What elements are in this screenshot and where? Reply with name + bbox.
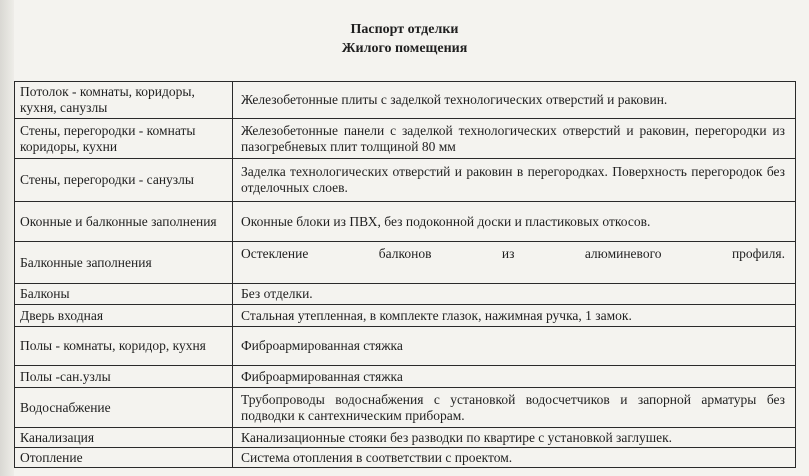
row-value: Стальная утепленная, в комплекте глазок, нажимная ручка, 1 замок. — [233, 305, 796, 327]
row-value: Оконные блоки из ПВХ, без подоконной доски и пластиковых откосов. — [233, 202, 796, 242]
table-row — [15, 305, 796, 327]
row-label: Полы - комнаты, коридор, кухня — [15, 327, 233, 366]
value-word: Остекление — [241, 246, 309, 261]
spread-text — [241, 246, 785, 262]
row-label: Дверь входная — [15, 305, 233, 327]
row-value: Система отопления в соответствии с проектом. — [233, 448, 796, 468]
row-label: Стены, перегородки - санузлы — [15, 159, 233, 202]
row-value — [233, 242, 796, 284]
row-value: Фиброармированная стяжка — [233, 327, 796, 366]
table-row — [15, 159, 796, 202]
row-value: Фиброармированная стяжка — [233, 366, 796, 388]
row-label: Отопление — [15, 448, 233, 468]
table-row — [15, 202, 796, 242]
row-value: Железобетонные панели с заделкой технологических отверстий и раковин, перегородки из пазогребневых плит толщиной 80 мм — [233, 119, 796, 159]
row-label: Канализация — [15, 428, 233, 448]
document-title: Паспорт отделки — [350, 22, 459, 37]
scan-edge-shadow — [0, 0, 14, 476]
row-value: Заделка технологических отверстий и раковин в перегородках. Поверхность перегородок без отделочных слоев. — [233, 159, 796, 202]
finishing-passport-table — [14, 81, 796, 468]
table-row — [15, 448, 796, 468]
row-label: Балконные заполнения — [15, 242, 233, 284]
value-word: балконов — [378, 246, 432, 261]
row-value: Трубопроводы водоснабжения с установкой водосчетчиков и запорной арматуры без подводки к сантехническим приборам. — [233, 388, 796, 428]
row-label: Балконы — [15, 284, 233, 305]
table-row — [15, 242, 796, 284]
table-row — [15, 366, 796, 388]
row-label: Полы -сан.узлы — [15, 366, 233, 388]
value-word: профиля. — [731, 246, 785, 261]
row-label: Оконные и балконные заполнения — [15, 202, 233, 242]
table-row — [15, 119, 796, 159]
table-row — [15, 82, 796, 119]
table-row — [15, 428, 796, 448]
row-label: Потолок - комнаты, коридоры, кухня, санузлы — [15, 82, 233, 119]
value-word: алюминевого — [584, 246, 662, 261]
row-label: Водоснабжение — [15, 388, 233, 428]
row-value: Без отделки. — [233, 284, 796, 305]
document-subtitle: Жилого помещения — [341, 41, 468, 56]
row-value: Железобетонные плиты с заделкой технологических отверстий и раковин. — [233, 82, 796, 119]
value-word: из — [501, 246, 515, 261]
row-value: Канализационные стояки без разводки по квартире с установкой заглушек. — [233, 428, 796, 448]
table-row — [15, 388, 796, 428]
table-row — [15, 327, 796, 366]
row-label: Стены, перегородки - комнаты коридоры, кухни — [15, 119, 233, 159]
table-row — [15, 284, 796, 305]
